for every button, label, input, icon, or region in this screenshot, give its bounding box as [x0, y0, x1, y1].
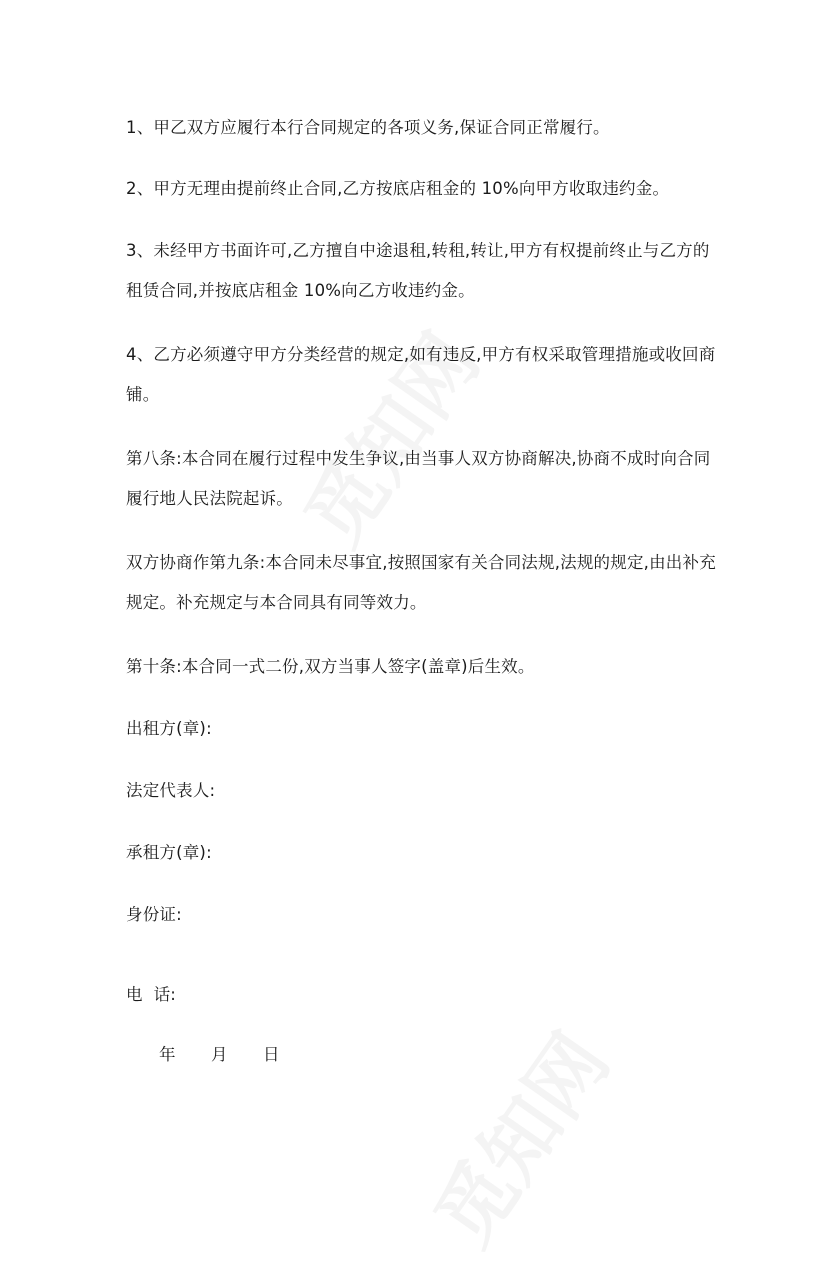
- lessee-signature-label: 承租方(章):: [126, 843, 212, 862]
- date-line: [159, 1035, 280, 1075]
- legal-representative-label: 法定代表人:: [126, 781, 216, 800]
- phone-label: 电 话:: [126, 985, 177, 1004]
- clause-2: 2、甲方无理由提前终止合同,乙方按底店租金的 10%向甲方收取违约金。: [126, 179, 670, 198]
- clause-4: 4、乙方必须遵守甲方分类经营的规定,如有违反,甲方有权采取管理措施或收回商铺。: [126, 345, 716, 404]
- id-card-label: 身份证:: [126, 905, 182, 924]
- watermark: [404, 1008, 630, 1264]
- article-9: 双方协商作第九条:本合同未尽事宜,按照国家有关合同法规,法规的规定,由出补充规定。补充规定与本合同具有同等效力。: [126, 553, 716, 612]
- article-10: 第十条:本合同一式二份,双方当事人签字(盖章)后生效。: [126, 657, 535, 676]
- date-day-label: 日: [263, 1045, 280, 1064]
- date-month-label: 月: [211, 1045, 228, 1064]
- clause-1: 1、甲乙双方应履行本行合同规定的各项义务,保证合同正常履行。: [126, 118, 610, 137]
- lessor-signature-label: 出租方(章):: [126, 719, 212, 738]
- date-year-label: 年: [159, 1045, 176, 1064]
- article-8: 第八条:本合同在履行过程中发生争议,由当事人双方协商解决,协商不成时向合同履行地人民法院起诉。: [126, 449, 711, 508]
- clause-3: 3、未经甲方书面许可,乙方擅自中途退租,转租,转让,甲方有权提前终止与乙方的租赁合同,并按底店租金 10%向乙方收违约金。: [126, 241, 710, 300]
